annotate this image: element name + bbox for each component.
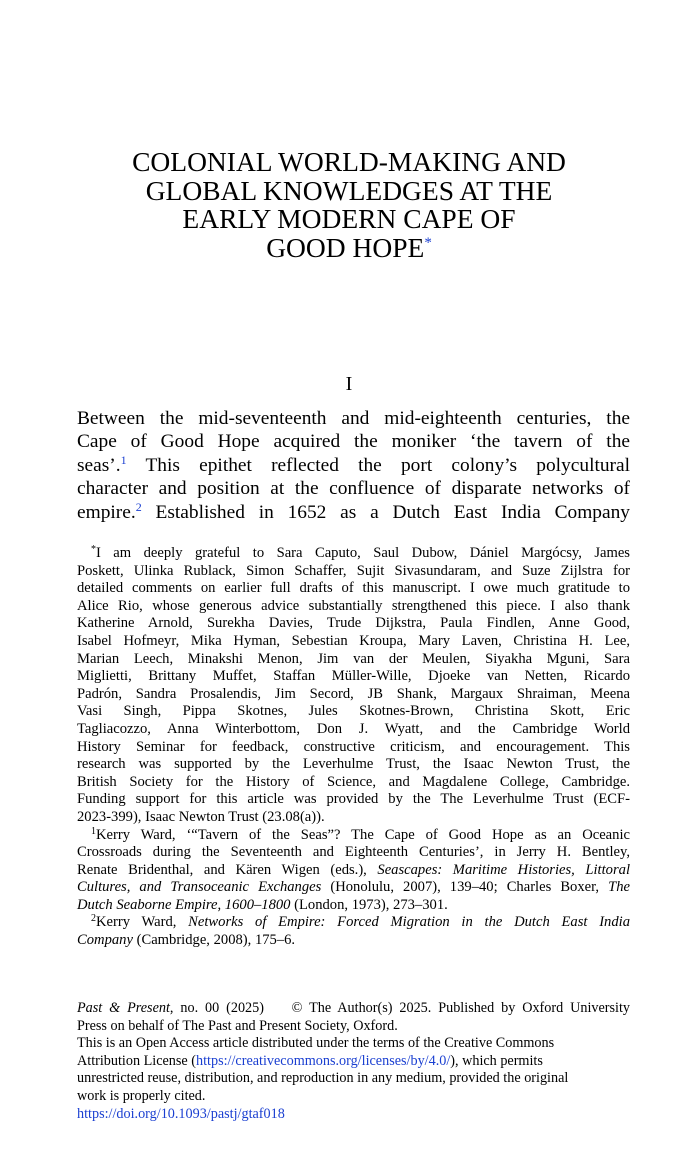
footnote-line: detailed comments on earlier full drafts of this manuscript. I owe much gratitude to <box>77 580 630 597</box>
title-footnote-link[interactable]: * <box>424 234 432 251</box>
footnote-line: Vasi Singh, Pippa Skotnes, Jules Skotnes-Brown, Christina Skott, Eric <box>77 703 630 720</box>
footnote-line <box>77 827 630 845</box>
footnote-line <box>77 862 630 880</box>
title-line <box>60 231 638 263</box>
footnote-line: 2023-399), Isaac Newton Trust (23.08(a)). <box>77 808 325 825</box>
license-link[interactable]: https://creativecommons.org/licenses/by/4.0/ <box>196 1052 451 1069</box>
footnote-line <box>77 932 630 950</box>
publication-info <box>77 1000 630 1123</box>
footnote-line <box>77 914 630 932</box>
footnote-italic-title: The <box>608 879 630 896</box>
footnote-1-mark: 1 <box>91 825 96 837</box>
footnote-line: Funding support for this article was provided by the The Leverhulme Trust (ECF- <box>77 791 630 808</box>
publication-line: This is an Open Access article distributed under the terms of the Creative Commons <box>77 1035 555 1052</box>
footnote-text: (Honolulu, 2007), 139–40; Charles Boxer, <box>321 879 609 896</box>
section-number: I <box>345 373 353 395</box>
license-text: Attribution License ( <box>77 1052 196 1069</box>
publication-line: work is properly cited. <box>77 1087 206 1104</box>
footnotes <box>77 545 630 950</box>
body-text-segment: empire. <box>77 501 136 523</box>
footnote-line <box>77 897 630 915</box>
journal-name: Past & Present <box>77 1000 170 1016</box>
body-paragraph <box>77 407 630 524</box>
footnote-line: Katherine Arnold, Surekha Davies, Trude Dijkstra, Paula Findlen, Anne Good, <box>77 615 630 632</box>
footnote-line: Marian Leech, Minakshi Menon, Jim van der Meulen, Siyakha Mguni, Sara <box>77 650 630 667</box>
footnote-italic-title: Company <box>77 932 133 949</box>
footnote-line: research was supported by the Leverhulme Trust, the Isaac Newton Trust, the <box>77 756 630 773</box>
footnote-2 <box>77 914 630 949</box>
title-line: EARLY MODERN CAPE OF <box>182 203 516 234</box>
footnote-star-mark: * <box>91 544 96 555</box>
footnote-italic-title: Dutch Seaborne Empire, 1600–1800 <box>77 896 291 913</box>
footnote-italic-title: Cultures, and Transoceanic Exchanges <box>77 879 322 896</box>
footnote-line: Isabel Hofmeyr, Mika Hyman, Sebestian Kroupa, Mary Laven, Christina H. Lee, <box>77 632 630 649</box>
body-text-segment: Established in 1652 as a Dutch East India Company <box>141 501 630 523</box>
publication-line <box>77 1106 630 1124</box>
body-text-segment: seas’. <box>77 454 121 476</box>
footnote-line: Padrón, Sandra Prosalendis, Jim Secord, JB Shank, Margaux Shraiman, Meena <box>77 685 630 702</box>
footnote-line: British Society for the History of Science, and Magdalene College, Cambridge. <box>77 773 630 790</box>
body-line: Between the mid-seventeenth and mid-eighteenth centuries, the <box>77 408 630 429</box>
footnote-line: History Seminar for feedback, constructive criticism, and encouragement. This <box>77 738 630 755</box>
publication-line <box>77 1053 630 1071</box>
footnote-line: Miglietti, Brittany Muffet, Staffan Müller-Wille, Djoeke van Netten, Ricardo <box>77 668 630 685</box>
body-line: Cape of Good Hope acquired the moniker ‘the tavern of the <box>77 431 630 453</box>
title-line: COLONIAL WORLD-MAKING AND <box>132 146 566 177</box>
license-text: ), which permits <box>450 1052 543 1069</box>
title-line-text: GOOD HOPE <box>266 231 425 263</box>
body-line <box>77 454 630 477</box>
footnote-italic-title: Networks of Empire: Forced Migration in the Dutch East India <box>188 914 630 931</box>
footnote-text: Kerry Ward, <box>96 914 189 931</box>
doi-link[interactable]: https://doi.org/10.1093/pastj/gtaf018 <box>77 1105 285 1122</box>
footnote-line: Crossroads during the Seventeenth and Eighteenth Centuries’, in Jerry H. Bentley, <box>77 844 630 861</box>
footnote-line: Tagliacozzo, Anna Winterbottom, Don J. Wyatt, and the Cambridge World <box>77 720 630 737</box>
footnote-ref-1[interactable]: 1 <box>120 452 127 467</box>
article-title <box>60 148 638 262</box>
footnote-1 <box>77 827 630 915</box>
footnote-line <box>77 879 630 897</box>
footnote-italic-title: Seascapes: Maritime Histories, Littoral <box>377 861 630 878</box>
footnote-text: Kerry Ward, ‘“Tavern of the Seas”? The Cape of Good Hope as an Oceanic <box>96 826 630 843</box>
footnote-line: Alice Rio, whose generous advice substantially strengthened this piece. I also thank <box>77 597 630 614</box>
publication-line <box>77 1000 630 1018</box>
footnote-text: (London, 1973), 273–301. <box>290 896 448 913</box>
footnote-2-mark: 2 <box>91 913 96 925</box>
publication-line: Press on behalf of The Past and Present Society, Oxford. <box>77 1017 398 1034</box>
body-line: character and position at the confluence of disparate networks of <box>77 478 630 500</box>
footnote-line: Poskett, Ulinka Rublack, Simon Schaffer, Sujit Sivasundaram, and Suze Zijlstra for <box>77 562 630 579</box>
body-line <box>77 501 630 524</box>
body-text-segment: This epithet reflected the port colony’s polycultural <box>126 454 630 476</box>
issue-info: , no. 00 (2025) <box>169 1000 264 1016</box>
footnote-text: Renate Bridenthal, and Kären Wigen (eds.), <box>77 861 378 878</box>
footnote-text: I am deeply grateful to Sara Caputo, Saul Dubow, Dániel Margócsy, James <box>96 545 630 561</box>
footnote-line <box>77 545 630 563</box>
footnote-ref-2[interactable]: 2 <box>135 499 142 514</box>
copyright-notice: © The Author(s) 2025. Published by Oxford University <box>291 1000 631 1016</box>
publication-line: unrestricted reuse, distribution, and reproduction in any medium, provided the original <box>77 1070 569 1087</box>
title-line: GLOBAL KNOWLEDGES AT THE <box>145 174 553 206</box>
footnote-star <box>77 545 630 827</box>
footnote-text: (Cambridge, 2008), 175–6. <box>132 932 296 949</box>
